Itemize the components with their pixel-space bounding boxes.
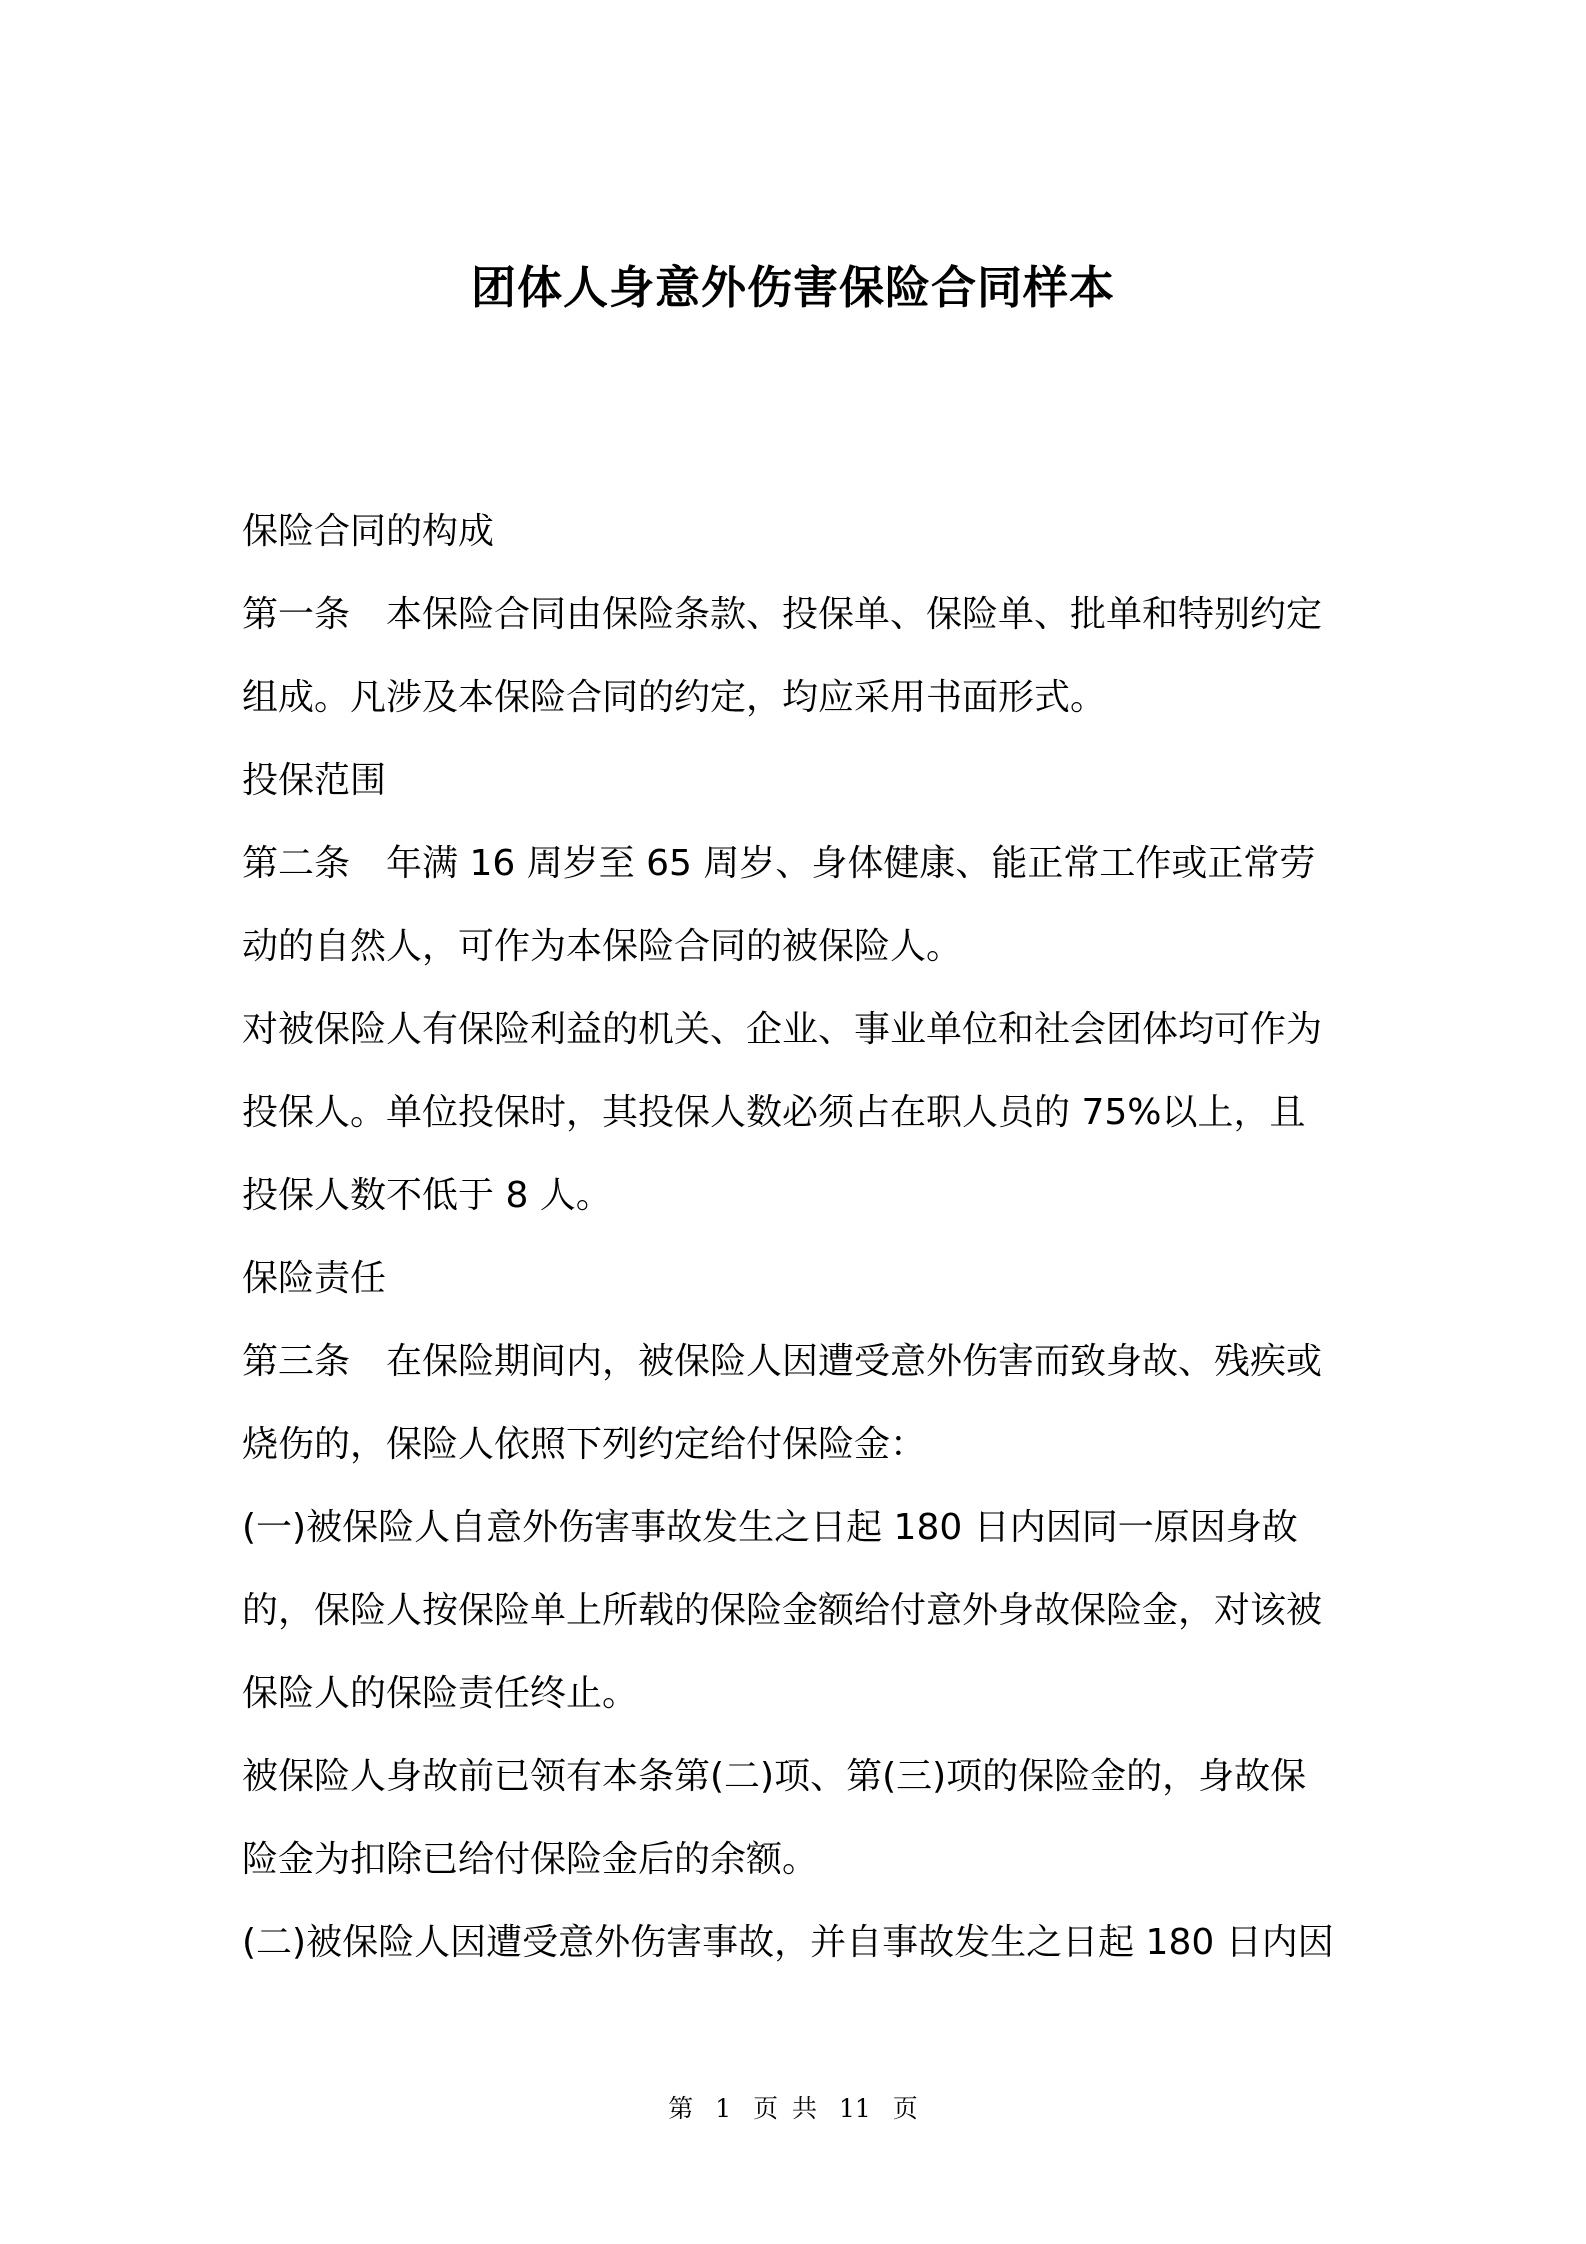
document-body — [242, 490, 1357, 1984]
footer-suffix: 页 — [892, 2094, 918, 2123]
article-text: 本保险合同由保险条款、投保单、保险单、批单和特别约定 — [386, 594, 1323, 635]
section-heading-scope: 投保范围 — [242, 760, 387, 801]
article-3-item-1-line: (一)被保险人自意外伤害事故发生之日起 180 日内因同一原因身故 — [242, 1507, 1298, 1548]
article-3-item-1-paragraph-line: 险金为扣除已给付保险金后的余额。 — [242, 1839, 819, 1880]
document-title: 团体人身意外伤害保险合同样本 — [470, 261, 1115, 314]
article-number: 第二条 — [242, 843, 351, 884]
article-3-item-1-line: 的，保险人按保险单上所载的保险金额给付意外身故保险金，对该被 — [242, 1590, 1323, 1631]
article-3-item-1-line: 保险人的保险责任终止。 — [242, 1673, 639, 1714]
section-heading-composition: 保险合同的构成 — [242, 511, 495, 552]
article-2-paragraph-line: 投保人。单位投保时，其投保人数必须占在职人员的 75%以上，且 — [242, 1092, 1306, 1133]
article-2-line — [242, 822, 1357, 905]
article-1-line — [242, 573, 1357, 656]
article-text: 年满 16 周岁至 65 周岁、身体健康、能正常工作或正常劳 — [386, 843, 1316, 884]
footer-total-pages: 11 — [838, 2094, 871, 2123]
footer-mid: 页 共 — [753, 2094, 818, 2123]
footer-current-page: 1 — [715, 2094, 732, 2123]
article-number: 第三条 — [242, 1341, 351, 1382]
article-text: 在保险期间内，被保险人因遭受意外伤害而致身故、残疾或 — [386, 1341, 1323, 1382]
article-3-line — [242, 1320, 1357, 1403]
article-3-item-2-line: (二)被保险人因遭受意外伤害事故，并自事故发生之日起 180 日内因 — [242, 1922, 1334, 1963]
article-2-paragraph-line: 对被保险人有保险利益的机关、企业、事业单位和社会团体均可作为 — [242, 1009, 1323, 1050]
article-3-line: 烧伤的，保险人依照下列约定给付保险金： — [242, 1424, 927, 1465]
section-heading-liability: 保险责任 — [242, 1258, 387, 1299]
article-number: 第一条 — [242, 594, 351, 635]
footer-prefix: 第 — [668, 2094, 694, 2123]
article-1-line: 组成。凡涉及本保险合同的约定，均应采用书面形式。 — [242, 677, 1107, 718]
article-2-line: 动的自然人，可作为本保险合同的被保险人。 — [242, 926, 963, 967]
page-footer — [0, 2093, 1586, 2125]
article-3-item-1-paragraph-line: 被保险人身故前已领有本条第(二)项、第(三)项的保险金的，身故保 — [242, 1756, 1307, 1797]
article-2-paragraph-line: 投保人数不低于 8 人。 — [242, 1175, 612, 1216]
